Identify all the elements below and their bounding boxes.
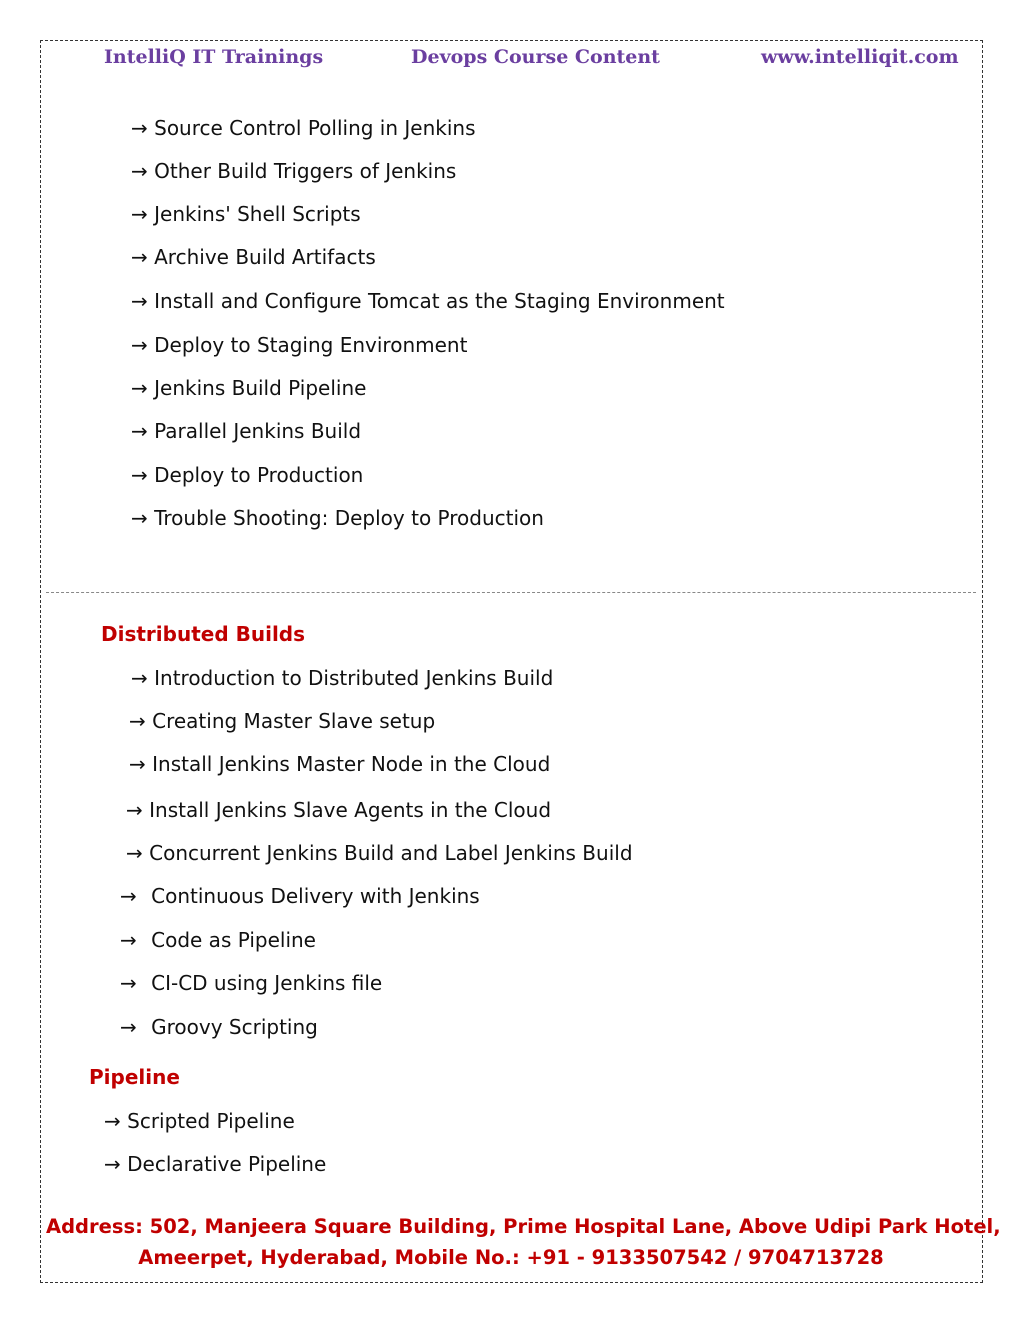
list-item-label: Install Jenkins Master Node in the Cloud: [152, 752, 551, 776]
list-item: [131, 116, 476, 140]
header-course-title: Devops Course Content: [411, 46, 660, 68]
list-item-label: Jenkins' Shell Scripts: [154, 202, 361, 226]
arrow-icon: →: [131, 116, 148, 140]
list-item-label: Concurrent Jenkins Build and Label Jenkins Build: [149, 841, 633, 865]
list-item-label: Groovy Scripting: [151, 1015, 318, 1039]
list-item-label: Code as Pipeline: [151, 928, 316, 952]
list-item-label: Continuous Delivery with Jenkins: [151, 884, 480, 908]
list-item-label: Creating Master Slave setup: [152, 709, 436, 733]
list-item: [131, 419, 361, 443]
list-item: [120, 884, 480, 908]
list-item-label: Scripted Pipeline: [127, 1109, 295, 1133]
list-item-label: Other Build Triggers of Jenkins: [154, 159, 457, 183]
list-item: [126, 841, 633, 865]
arrow-icon: →: [131, 202, 148, 226]
list-item-label: Source Control Polling in Jenkins: [154, 116, 476, 140]
header-website: www.intelliqit.com: [761, 46, 959, 68]
list-item-label: CI-CD using Jenkins file: [151, 971, 383, 995]
list-item-label: Deploy to Production: [154, 463, 364, 487]
list-item: [131, 202, 361, 226]
page-border: [40, 40, 1001, 1283]
list-item: [131, 245, 376, 269]
list-item: [120, 971, 382, 995]
arrow-icon: →: [126, 841, 143, 865]
arrow-icon: →: [131, 463, 148, 487]
footer-address-line-1: Address: 502, Manjeera Square Building, Prime Hospital Lane, Above Udipi Park Hotel,: [46, 1215, 1001, 1238]
footer-address-line-2: Ameerpet, Hyderabad, Mobile No.: +91 - 9133507542 / 9704713728: [138, 1246, 884, 1269]
list-item-label: Introduction to Distributed Jenkins Build: [154, 666, 554, 690]
arrow-icon: →: [131, 419, 148, 443]
list-item: [120, 1015, 318, 1039]
list-item: [120, 928, 316, 952]
list-item: [104, 1152, 326, 1176]
arrow-icon: →: [120, 884, 137, 908]
arrow-icon: →: [131, 333, 148, 357]
arrow-icon: →: [120, 928, 137, 952]
arrow-icon: →: [129, 752, 146, 776]
arrow-icon: →: [131, 666, 148, 690]
list-item: [131, 666, 553, 690]
arrow-icon: →: [131, 376, 148, 400]
list-item-label: Trouble Shooting: Deploy to Production: [154, 506, 544, 530]
list-item: [131, 463, 363, 487]
list-item-label: Jenkins Build Pipeline: [154, 376, 367, 400]
list-item-label: Deploy to Staging Environment: [154, 333, 468, 357]
section-heading-distributed-builds: Distributed Builds: [101, 622, 306, 646]
section-divider: [46, 592, 976, 593]
list-item: [131, 506, 544, 530]
list-item-label: Install and Configure Tomcat as the Staging Environment: [154, 289, 725, 313]
list-item: [126, 798, 551, 822]
arrow-icon: →: [131, 245, 148, 269]
arrow-icon: →: [129, 709, 146, 733]
list-item: [131, 376, 366, 400]
list-item: [131, 333, 467, 357]
arrow-icon: →: [120, 971, 137, 995]
list-item: [104, 1109, 295, 1133]
list-item-label: Archive Build Artifacts: [154, 245, 376, 269]
list-item: [129, 709, 435, 733]
arrow-icon: →: [131, 506, 148, 530]
arrow-icon: →: [131, 289, 148, 313]
arrow-icon: →: [104, 1152, 121, 1176]
arrow-icon: →: [126, 798, 143, 822]
list-item: [131, 289, 725, 313]
section-heading-pipeline: Pipeline: [89, 1065, 180, 1089]
arrow-icon: →: [131, 159, 148, 183]
arrow-icon: →: [104, 1109, 121, 1133]
list-item-label: Install Jenkins Slave Agents in the Cloud: [149, 798, 552, 822]
list-item: [131, 159, 456, 183]
list-item-label: Parallel Jenkins Build: [154, 419, 362, 443]
list-item: [129, 752, 550, 776]
arrow-icon: →: [120, 1015, 137, 1039]
list-item-label: Declarative Pipeline: [127, 1152, 327, 1176]
header-company-name: IntelliQ IT Trainings: [104, 46, 324, 68]
